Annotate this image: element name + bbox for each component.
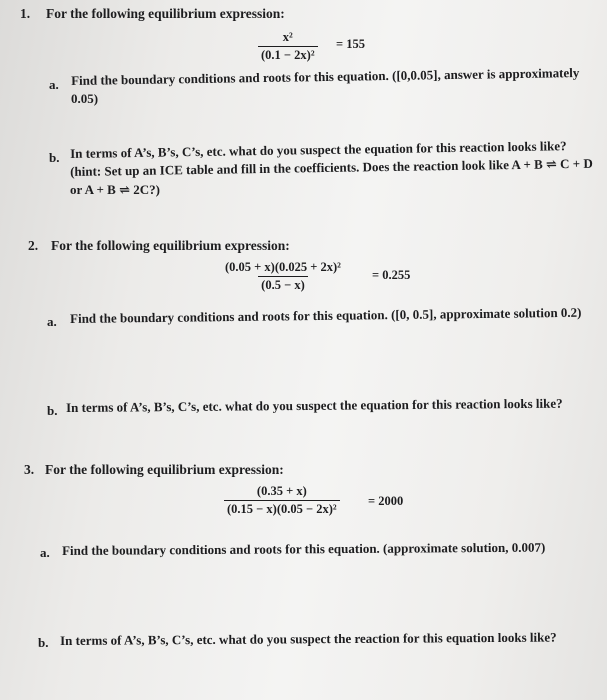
q2-equation-denominator: (0.5 − x) bbox=[258, 276, 308, 293]
q3-equation-rhs: = 2000 bbox=[368, 494, 404, 508]
q3-equation-numerator: (0.35 + x) bbox=[256, 484, 307, 498]
q1-equation-denominator: (0.1 − 2x)² bbox=[258, 46, 318, 63]
q1-equation-rhs: = 155 bbox=[336, 37, 365, 51]
q3a-text: Find the boundary conditions and roots for this equation. (approximate solution, 0.007) bbox=[62, 539, 546, 558]
q1a-text-line1: Find the boundary conditions and roots for this equation. ([0,0.05], answer is approximately bbox=[71, 65, 580, 88]
q2-prompt: For the following equilibrium expression: bbox=[51, 238, 290, 253]
q1a-label: a. bbox=[49, 77, 59, 92]
q2-number: 2. bbox=[28, 238, 39, 253]
q2b-label: b. bbox=[47, 403, 58, 418]
q1-equation-fraction bbox=[258, 30, 318, 63]
q3-number: 3. bbox=[24, 462, 35, 477]
q2-equation-numerator: (0.05 + x)(0.025 + 2x)² bbox=[225, 260, 341, 274]
q2-equation-fraction bbox=[222, 260, 344, 293]
q3-equation-fraction bbox=[224, 484, 340, 517]
q2a-text: Find the boundary conditions and roots for this equation. ([0, 0.5], approximate solution 0.2) bbox=[70, 304, 582, 326]
q1b-label: b. bbox=[49, 150, 60, 165]
q1b-text-line1: In terms of A’s, B’s, C’s, etc. what do you suspect the equation for this reaction looks like? bbox=[70, 138, 567, 161]
q2-equation-rhs: = 0.255 bbox=[372, 268, 411, 282]
q1b-text-line2: (hint: Set up an ICE table and fill in the coefficients. Does the reaction look like A + B ⇌ C + D bbox=[70, 155, 593, 179]
q3-equation-denominator: (0.15 − x)(0.05 − 2x)² bbox=[224, 500, 340, 517]
q2b-text: In terms of A’s, B’s, C’s, etc. what do you suspect the equation for this reaction looks like? bbox=[66, 395, 563, 415]
q3b-label: b. bbox=[38, 635, 49, 650]
q1-equation-numerator: x² bbox=[282, 30, 293, 44]
q1-prompt: For the following equilibrium expression: bbox=[46, 6, 285, 21]
q3a-label: a. bbox=[40, 545, 50, 560]
q1a-text-line2: 0.05) bbox=[71, 91, 99, 106]
q1b-text-line3: or A + B ⇌ 2C?) bbox=[70, 182, 160, 197]
q2a-label: a. bbox=[47, 314, 57, 329]
q3-prompt: For the following equilibrium expression: bbox=[45, 462, 284, 477]
q1-number: 1. bbox=[20, 6, 31, 21]
q3b-text: In terms of A’s, B’s, C’s, etc. what do you suspect the reaction for this equation looks like? bbox=[60, 629, 557, 648]
